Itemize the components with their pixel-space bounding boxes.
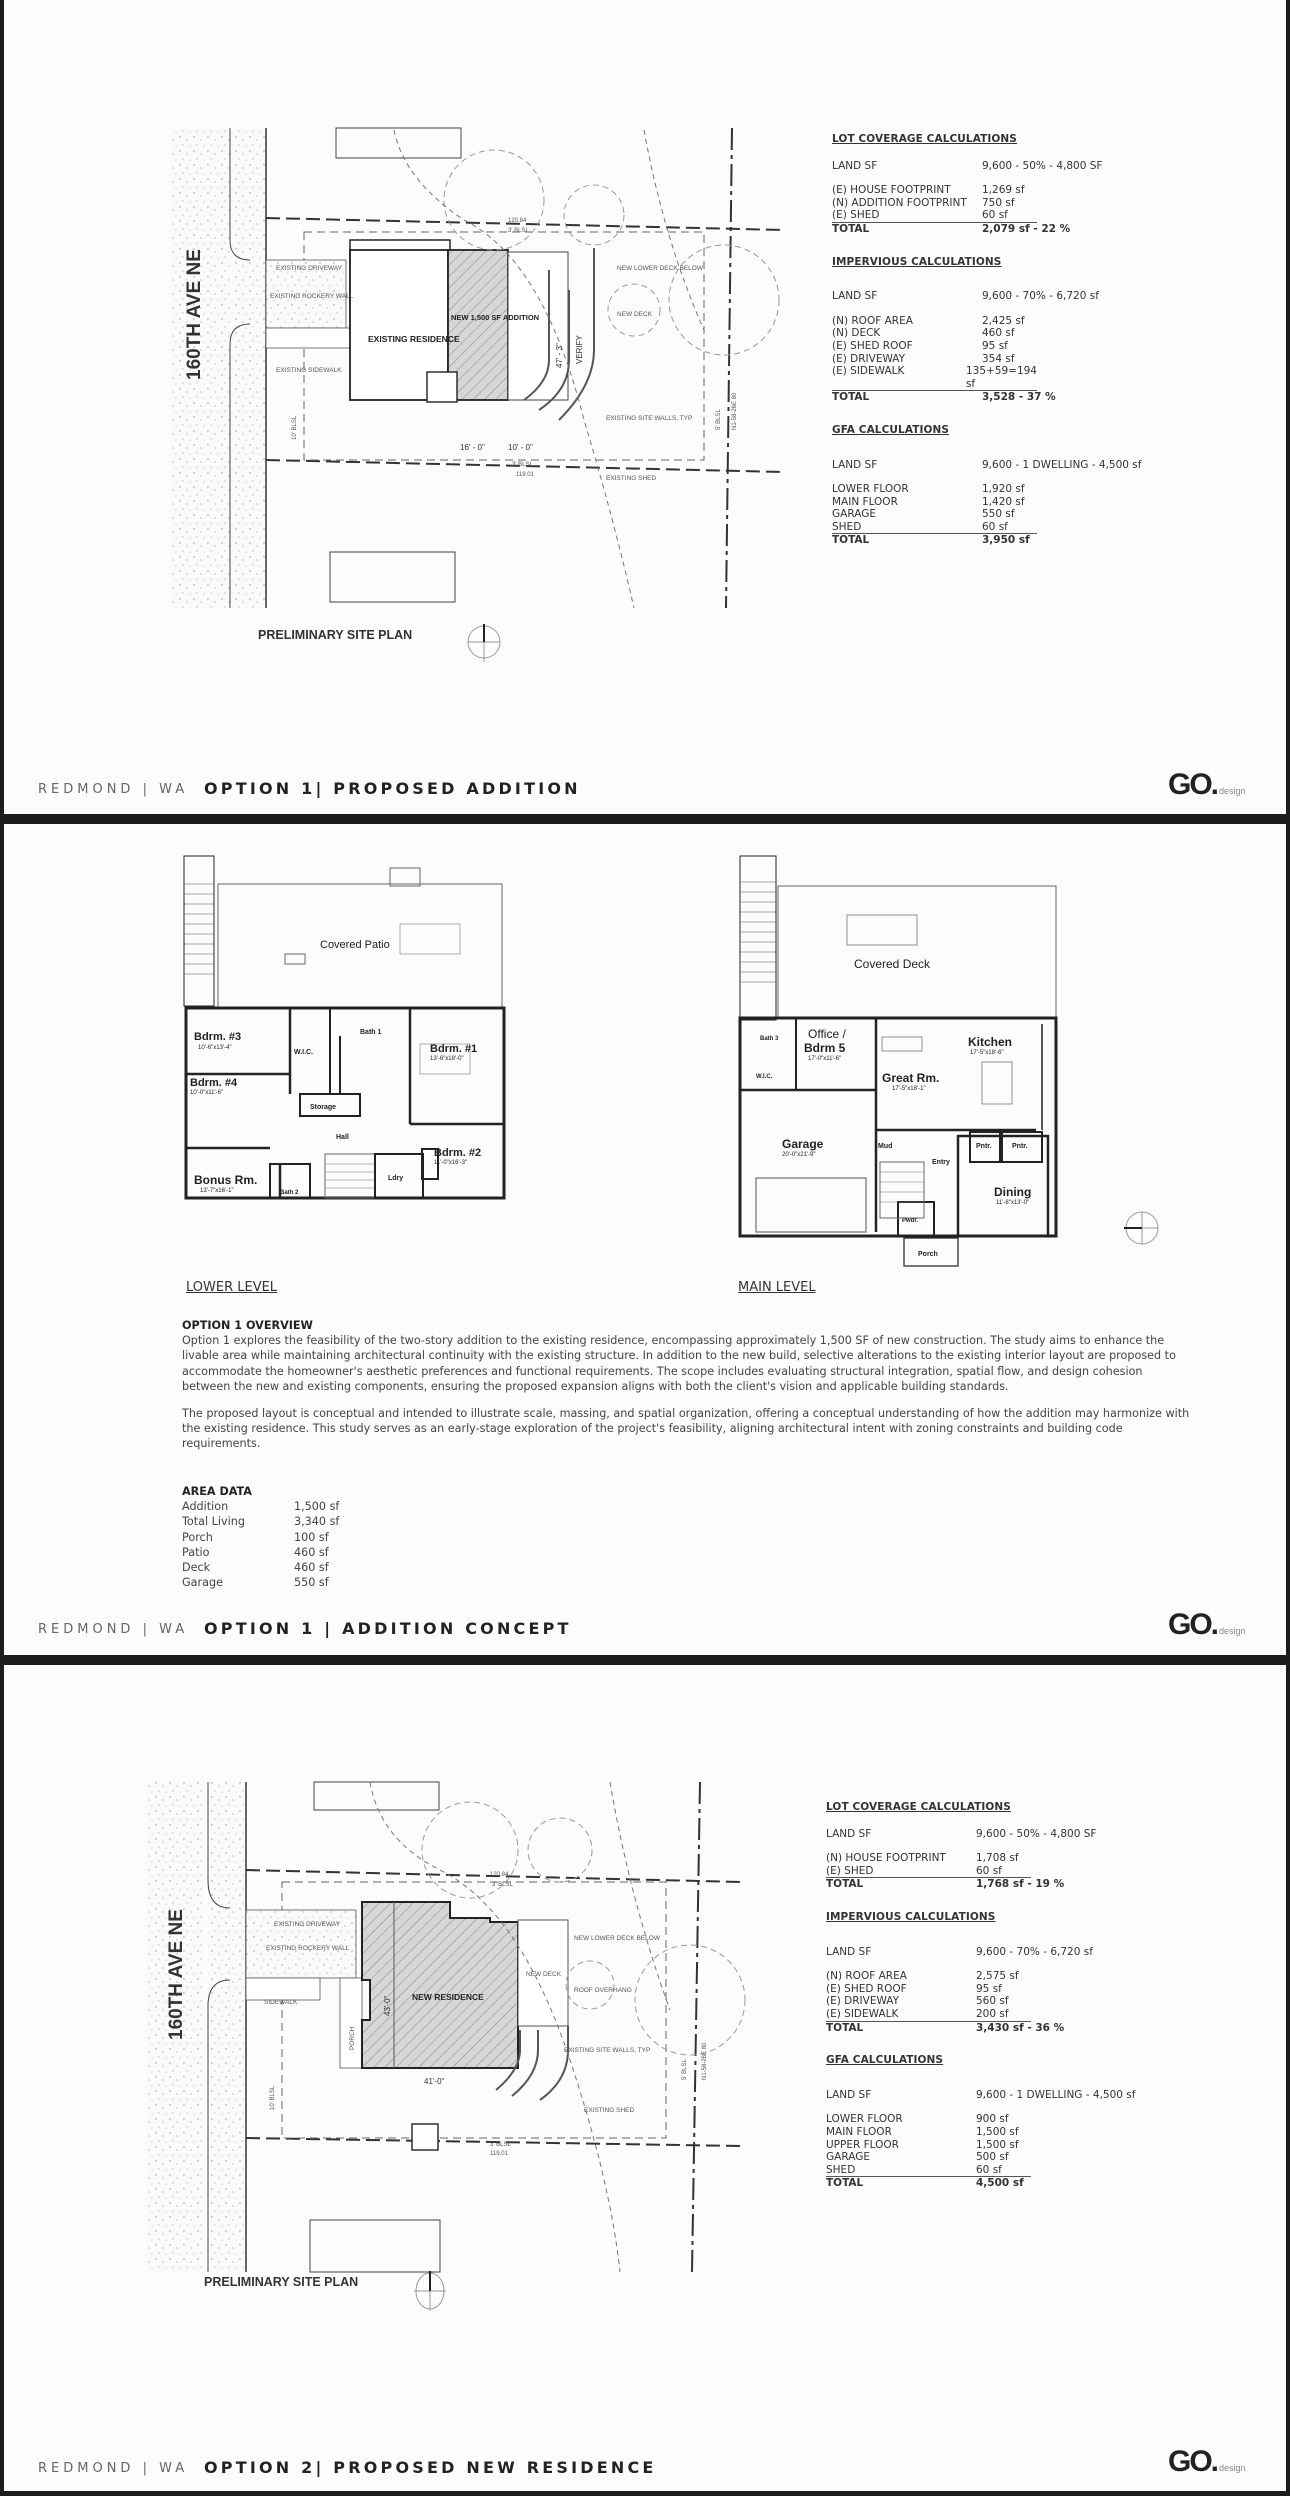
svg-text:Ldry: Ldry <box>388 1175 404 1182</box>
new-addition-label: NEW 1,500 SF ADDITION <box>451 313 540 322</box>
area-row: Addition 1,500 sf <box>182 1500 340 1514</box>
svg-text:Dining: Dining <box>994 1185 1032 1199</box>
calc-row: GARAGE 500 sf <box>826 2151 1009 2164</box>
impervious-title: IMPERVIOUS CALCULATIONS <box>826 1910 996 1923</box>
svg-text:Mud: Mud <box>878 1143 893 1150</box>
overview-title: OPTION 1 OVERVIEW <box>182 1319 313 1332</box>
calc-total: TOTAL 3,950 sf <box>832 534 1030 547</box>
calc-row: (E) DRIVEWAY 354 sf <box>832 352 1015 365</box>
calc-total: TOTAL 4,500 sf <box>826 2177 1024 2190</box>
svg-text:10'-6"x13'-4": 10'-6"x13'-4" <box>198 1045 232 1051</box>
calc-row: (E) HOUSE FOOTPRINT 1,269 sf <box>832 184 1025 197</box>
area-data <box>182 1484 422 1590</box>
calc-row: (N) DECK 460 sf <box>832 327 1015 340</box>
footer-location: REDMOND | WA <box>38 1622 189 1637</box>
svg-text:13'-7"x16'-1": 13'-7"x16'-1" <box>200 1188 234 1194</box>
svg-text:Bdrm. #4: Bdrm. #4 <box>190 1077 238 1089</box>
calc-row: (E) SHED ROOF 95 sf <box>832 339 1008 352</box>
calc-row: (N) HOUSE FOOTPRINT 1,708 sf <box>826 1852 1019 1865</box>
svg-text:W.I.C.: W.I.C. <box>294 1049 314 1056</box>
calc-row: LOWER FLOOR 1,920 sf <box>832 483 1025 496</box>
footer-title: OPTION 2| PROPOSED NEW RESIDENCE <box>204 2458 657 2477</box>
go-design-logo: GO. design <box>1168 768 1246 801</box>
new-lower-deck-label: NEW LOWER DECK BELOW <box>574 1935 660 1942</box>
calc-row: (E) SHED ROOF 95 sf <box>826 1982 1002 1995</box>
overview-paragraph-1: Option 1 explores the feasibility of the two-story addition to the existing residence, encompassing approximately 1,500 SF of new construction. The study aims to enhance the livable area while maintaining architectural continuity with the existing structure. In addition to the new build, selective alterations to the existing interior layout are proposed to accommodate the homeowner's aesthetic preferences and functional requirements. The scope includes evaluating structural integration, spatial flow, and design cohesion between the new and existing components, ensuring the proposed expansion aligns with both the client's vision and applicable building standards. <box>182 1334 1176 1393</box>
compass-icon <box>1122 1208 1162 1248</box>
site-plan-drawing <box>164 120 804 610</box>
svg-text:Kitchen: Kitchen <box>968 1035 1013 1049</box>
rockery-wall-label: EXISTING ROCKERY WALL <box>266 1945 350 1952</box>
svg-text:Pntr.: Pntr. <box>976 1143 992 1150</box>
calc-row: MAIN FLOOR 1,500 sf <box>826 2125 1019 2138</box>
top-length: 120.84 <box>508 218 527 224</box>
svg-text:17'-5"x18'-1": 17'-5"x18'-1" <box>892 1086 926 1092</box>
area-data-title: AREA DATA <box>182 1485 252 1498</box>
svg-text:Bath 2: Bath 2 <box>280 1190 299 1196</box>
calc-row: (E) SHED 60 sf <box>832 209 1037 223</box>
site-plan-label: PRELIMINARY SITE PLAN <box>258 628 413 642</box>
site-plan-label: PRELIMINARY SITE PLAN <box>204 2275 359 2289</box>
top-length: 120.84 <box>490 1872 509 1878</box>
area-row: Garage 550 sf <box>182 1576 329 1590</box>
gfa-title: GFA CALCULATIONS <box>832 423 950 436</box>
dim-43: 43'-0" <box>383 1995 392 2016</box>
bearing-label: N1-58-26E 80 <box>702 2042 708 2080</box>
svg-text:Porch: Porch <box>918 1251 938 1258</box>
calc-row: (E) SHED 60 sf <box>826 1865 1031 1879</box>
roof-overhang-label: ROOF OVERHANG <box>574 1987 632 1994</box>
svg-text:Pntr.: Pntr. <box>1012 1143 1028 1150</box>
calculations-panel: LOT COVERAGE CALCULATIONS LAND SF 9,600 - 50% - 4,800 SF (N) HOUSE FOOTPRINT 1,708 sf (E) SHED 60 sf TOTAL 1,768 sf - 19 % IMPERVIOUS CALCULATIONS LAND SF 9,600 - 70% - 6,720 sf (N) ROOF AREA 2,575 sf (E) SHED ROOF 95 sf (E) DRIVEWAY 560 sf (E) SIDEWALK 200 sf TOTAL 3,430 sf - 36 % GFA CALCULATIONS LAND SF 9,600 - 1 DWELLING - 4,500 sf LOWER FLOOR 900 sf MAIN FLOOR 1,500 sf UPPER FLOOR 1,500 sf GARAGE 500 sf SHED 60 sf TOTAL 4,500 sf <box>826 1801 1156 2190</box>
new-deck-label: NEW DECK <box>526 1971 562 1978</box>
verify-label: VERIFY <box>575 335 584 364</box>
main-level-floor-plan <box>732 852 1132 1258</box>
page-option2-new-residence <box>4 1665 1286 2491</box>
top-setback: 3' BLSL <box>508 228 529 234</box>
svg-text:Bath 3: Bath 3 <box>760 1036 779 1042</box>
covered-deck-label: Covered Deck <box>854 957 931 971</box>
dim-47: 47' - 3" <box>555 343 564 368</box>
area-row: Patio 460 sf <box>182 1545 329 1559</box>
lot-coverage-title: LOT COVERAGE CALCULATIONS <box>826 1801 1011 1813</box>
footer-title: OPTION 1| PROPOSED ADDITION <box>204 779 581 798</box>
svg-text:W.I.C.: W.I.C. <box>756 1074 773 1080</box>
svg-text:17'-5"x18'-6": 17'-5"x18'-6" <box>970 1050 1004 1056</box>
footer-location: REDMOND | WA <box>38 2461 189 2476</box>
main-level-label: MAIN LEVEL <box>738 1280 816 1295</box>
dim-16: 16' - 0" <box>460 443 485 452</box>
option1-overview <box>182 1318 1192 1452</box>
svg-text:10'-0"x11'-6": 10'-0"x11'-6" <box>190 1090 224 1096</box>
street-label: 160TH AVE NE <box>166 1909 187 2040</box>
page-option1-proposed-addition <box>4 0 1286 814</box>
dim-10: 10' - 0" <box>508 443 533 452</box>
calc-row: (N) ROOF AREA 2,575 sf <box>826 1970 1019 1983</box>
bottom-length: 119.01 <box>490 2151 508 2157</box>
bottom-setback: 3' BLSL <box>512 462 533 468</box>
site-plan-drawing <box>140 1780 780 2280</box>
calc-row: UPPER FLOOR 1,500 sf <box>826 2138 1019 2151</box>
svg-text:Pwdr.: Pwdr. <box>902 1218 919 1224</box>
north-arrow-icon <box>466 622 506 666</box>
svg-text:Hall: Hall <box>336 1134 349 1141</box>
new-lower-deck-label: NEW LOWER DECK BELOW <box>617 265 703 272</box>
calc-row: (E) SIDEWALK 200 sf <box>826 2008 1031 2022</box>
svg-text:Garage: Garage <box>782 1137 824 1151</box>
rockery-wall-label: EXISTING ROCKERY WALL <box>270 293 354 300</box>
svg-text:20'-0"x21'-9": 20'-0"x21'-9" <box>782 1152 816 1158</box>
existing-driveway-label: EXISTING DRIVEWAY <box>274 1921 341 1928</box>
existing-shed-label: EXISTING SHED <box>584 2107 635 2114</box>
top-setback: 3' BLSL <box>492 1882 513 1888</box>
bottom-length: 119.01 <box>516 472 534 478</box>
page-option1-addition-concept <box>4 824 1286 1655</box>
left-setback: 10' BLSL <box>270 2085 276 2110</box>
svg-text:Bath 1: Bath 1 <box>360 1029 382 1036</box>
svg-text:11'-8"x13'-0": 11'-8"x13'-0" <box>996 1200 1030 1206</box>
calc-row: SHED 60 sf <box>826 2164 1031 2178</box>
north-arrow-icon <box>412 2269 452 2313</box>
area-row: Porch 100 sf <box>182 1530 329 1544</box>
bottom-setback: 3' BLSL <box>490 2142 511 2148</box>
svg-text:17'-0"x11'-6": 17'-0"x11'-6" <box>808 1056 842 1062</box>
overview-paragraph-2: The proposed layout is conceptual and intended to illustrate scale, massing, and spatial organization, offering a conceptual understanding of how the addition may harmonize with the existing residence. This study serves as an early-stage exploration of the project's feasibility, aligning architectural intent with zoning constraints and building code requirements. <box>182 1407 1190 1451</box>
existing-shed-label: EXISTING SHED <box>606 475 657 482</box>
sidewalk-label: SIDEWALK <box>264 1999 298 2006</box>
svg-text:Bdrm 5: Bdrm 5 <box>804 1041 846 1055</box>
lot-coverage-title: LOT COVERAGE CALCULATIONS <box>832 133 1017 145</box>
footer-location: REDMOND | WA <box>38 782 189 797</box>
svg-text:Bdrm. #2: Bdrm. #2 <box>434 1147 482 1159</box>
calc-total: TOTAL 3,430 sf - 36 % <box>826 2021 1065 2034</box>
new-deck-label: NEW DECK <box>617 311 653 318</box>
svg-text:13'-6"x18'-0": 13'-6"x18'-0" <box>430 1056 464 1062</box>
calc-row: (N) ROOF AREA 2,425 sf <box>832 314 1025 327</box>
svg-text:11'-0"x16'-3": 11'-0"x16'-3" <box>434 1160 468 1166</box>
porch-label: PORCH <box>349 2026 356 2050</box>
calc-total: TOTAL 1,768 sf - 19 % <box>826 1878 1065 1891</box>
existing-residence-label: EXISTING RESIDENCE <box>368 334 460 344</box>
calc-row: GARAGE 550 sf <box>832 508 1015 521</box>
site-walls-label: EXISTING SITE WALLS, TYP <box>564 2047 651 2054</box>
dim-41: 41'-0" <box>424 2077 445 2086</box>
area-row: Deck 460 sf <box>182 1561 329 1575</box>
new-residence-label: NEW RESIDENCE <box>412 1992 484 2002</box>
svg-text:Entry: Entry <box>932 1159 950 1166</box>
lower-level-label: LOWER LEVEL <box>186 1280 278 1295</box>
footer-title: OPTION 1 | ADDITION CONCEPT <box>204 1619 572 1638</box>
calc-row: (E) DRIVEWAY 560 sf <box>826 1995 1009 2008</box>
right-setback: 5' BLSL <box>716 409 722 430</box>
calc-row: SHED 60 sf <box>832 521 1037 535</box>
covered-patio-label: Covered Patio <box>320 939 390 951</box>
right-setback: 5' BLSL <box>682 2059 688 2080</box>
bearing-label: N1-58-26E 80 <box>732 392 738 430</box>
calc-total: TOTAL 2,079 sf - 22 % <box>832 222 1071 235</box>
go-design-logo: GO. design <box>1168 2445 1246 2478</box>
left-setback: 10' BLSL <box>292 415 298 440</box>
calc-total: TOTAL 3,528 - 37 % <box>832 391 1056 404</box>
go-design-logo: GO. design <box>1168 1608 1246 1641</box>
site-walls-label: EXISTING SITE WALLS, TYP <box>606 415 693 422</box>
calc-row: MAIN FLOOR 1,420 sf <box>832 495 1025 508</box>
svg-text:Bdrm. #3: Bdrm. #3 <box>194 1031 242 1043</box>
impervious-title: IMPERVIOUS CALCULATIONS <box>832 255 1002 268</box>
gfa-title: GFA CALCULATIONS <box>826 2054 944 2067</box>
calc-row: (N) ADDITION FOOTPRINT 750 sf <box>832 196 1015 209</box>
existing-driveway-label: EXISTING DRIVEWAY <box>276 265 343 272</box>
street-label: 160TH AVE NE <box>184 249 205 380</box>
svg-text:Great Rm.: Great Rm. <box>882 1071 940 1085</box>
calc-row: LOWER FLOOR 900 sf <box>826 2113 1009 2126</box>
lower-level-floor-plan <box>180 854 530 1234</box>
svg-text:Bonus Rm.: Bonus Rm. <box>194 1173 258 1187</box>
existing-sidewalk-label: EXISTING SIDEWALK <box>276 367 342 374</box>
area-row: Total Living 3,340 sf <box>182 1515 340 1529</box>
svg-text:Office /: Office / <box>808 1027 846 1041</box>
svg-text:Storage: Storage <box>310 1104 337 1111</box>
calculations-panel: LOT COVERAGE CALCULATIONS LAND SF 9,600 - 50% - 4,800 SF (E) HOUSE FOOTPRINT 1,269 sf (N) ADDITION FOOTPRINT 750 sf (E) SHED 60 sf TOTAL 2,079 sf - 22 % IMPERVIOUS CALCULATIONS LAND SF 9,600 - 70% - 6,720 sf (N) ROOF AREA 2,425 sf (N) DECK 460 sf (E) SHED ROOF 95 sf (E) DRIVEWAY 354 sf (E) SIDEWALK 135+59=194 sf TOTAL 3,528 - 37 % GFA CALCULATIONS LAND SF 9,600 - 1 DWELLING - 4,500 sf LOWER FLOOR 1,920 sf MAIN FLOOR 1,420 sf GARAGE 550 sf SHED 60 sf TOTAL 3,950 sf <box>832 133 1162 547</box>
svg-text:Bdrm. #1: Bdrm. #1 <box>430 1043 478 1055</box>
calc-row: (E) SIDEWALK 135+59=194 sf <box>832 365 1037 390</box>
